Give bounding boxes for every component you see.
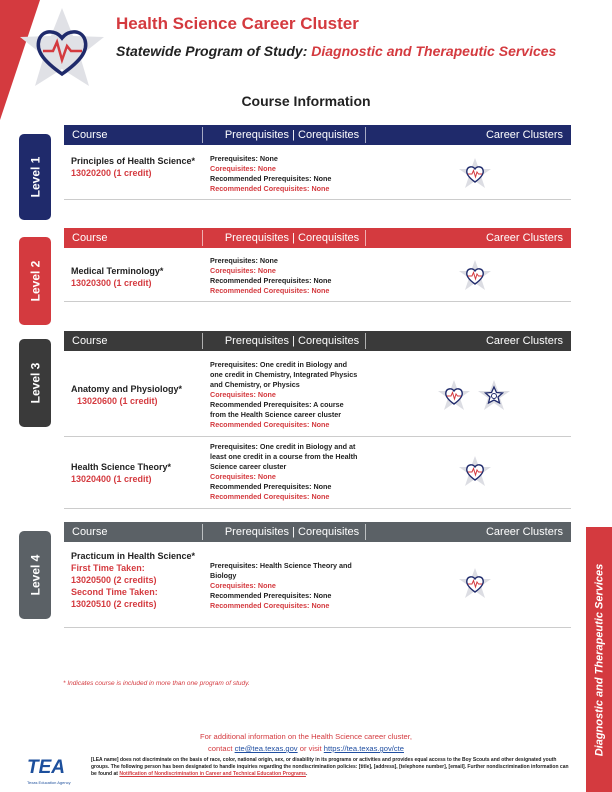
course-name	[71, 383, 196, 407]
course-row-medical-terminology	[64, 249, 571, 302]
health-science-star-icon	[437, 379, 471, 413]
header-career: Career Clusters	[485, 129, 563, 141]
tea-logo-subtext: Texas Education Agency	[27, 780, 71, 785]
subtitle-program: Diagnostic and Therapeutic Services	[311, 43, 557, 59]
health-science-star-icon	[458, 567, 492, 601]
footnote: * Indicates course is included in more than one program of study.	[63, 680, 250, 687]
level-2-tab	[19, 237, 51, 325]
header-course: Course	[72, 232, 108, 244]
health-science-star-icon	[458, 455, 492, 489]
coreq-text: Corequisites: None	[210, 164, 276, 173]
course-prereq	[210, 154, 360, 194]
subtitle-prefix: Statewide Program of Study:	[116, 43, 312, 59]
contact-email-link[interactable]: cte@tea.texas.gov	[234, 744, 298, 753]
contact-line-1: For additional information on the Health Science career cluster,	[200, 732, 412, 741]
course-code: 13020400 (1 credit)	[71, 474, 152, 484]
level-3-tab	[19, 339, 51, 427]
course-prereq	[210, 360, 360, 430]
tea-logo-text: TEA	[27, 757, 65, 778]
course-title: Health Science Theory*	[71, 462, 172, 472]
level-1-table-header	[64, 125, 571, 145]
header-prereq: Prerequisites | Corequisites	[224, 129, 360, 141]
course-name	[71, 265, 196, 289]
level-1-label: Level 1	[28, 156, 43, 198]
course-code: 13020600 (1 credit)	[77, 396, 158, 406]
rec-coreq-text: Recommended Corequisites: None	[210, 601, 330, 610]
header-course: Course	[72, 129, 108, 141]
side-program-label-text: Diagnostic and Therapeutic Services	[593, 563, 606, 756]
disclaimer-end: .	[305, 771, 308, 777]
header-course: Course	[72, 335, 108, 347]
course-name	[71, 461, 196, 485]
header-prereq: Prerequisites | Corequisites	[224, 232, 360, 244]
prereq-text: Prerequisites: None	[210, 154, 278, 163]
rec-coreq-text: Recommended Corequisites: None	[210, 492, 330, 501]
level-3-label: Level 3	[28, 362, 43, 404]
rec-coreq-text: Recommended Corequisites: None	[210, 420, 330, 429]
course-title: Principles of Health Science*	[71, 156, 196, 166]
course-prereq	[210, 442, 360, 502]
header-course: Course	[72, 526, 108, 538]
course-code-2: 13020510 (2 credits)	[71, 599, 157, 609]
side-program-label	[586, 527, 612, 792]
nondiscrimination-disclaimer	[91, 757, 571, 778]
course-row-health-science-theory	[64, 437, 571, 509]
course-row-principles	[64, 146, 571, 200]
course-code-label-2: Second Time Taken:	[71, 587, 158, 597]
prereq-text: Prerequisites: None	[210, 256, 278, 265]
health-star-logo-icon	[14, 6, 110, 92]
course-prereq	[210, 256, 360, 296]
course-code-label-1: First Time Taken:	[71, 563, 145, 573]
contact-prefix: contact	[208, 744, 235, 753]
header-career: Career Clusters	[485, 232, 563, 244]
course-row-practicum	[64, 543, 571, 628]
page-title: Health Science Career Cluster	[116, 14, 359, 33]
health-science-star-icon	[458, 259, 492, 293]
course-code: 13020200 (1 credit)	[71, 168, 152, 178]
rec-prereq-text: Recommended Prerequisites: None	[210, 482, 332, 491]
rec-prereq-text: Recommended Prerequisites: None	[210, 591, 332, 600]
level-4-tab	[19, 531, 51, 619]
rec-prereq-text: Recommended Prerequisites: None	[210, 276, 332, 285]
course-prereq	[210, 561, 360, 611]
rec-coreq-text: Recommended Corequisites: None	[210, 286, 330, 295]
level-3-table-header	[64, 331, 571, 351]
contact-url-link[interactable]: https://tea.texas.gov/cte	[323, 744, 404, 753]
rec-prereq-text: Recommended Prerequisites: None	[210, 174, 332, 183]
level-4-table-header	[64, 522, 571, 542]
prereq-text: Prerequisites: Health Science Theory and Biology	[210, 561, 352, 580]
rec-coreq-text: Recommended Corequisites: None	[210, 184, 330, 193]
header-prereq: Prerequisites | Corequisites	[224, 526, 360, 538]
prereq-text: Prerequisites: One credit in Biology and one credit in Chemistry, Integrated Physics and Chemistry, or Physics	[210, 360, 358, 389]
course-title: Anatomy and Physiology*	[71, 384, 183, 394]
coreq-text: Corequisites: None	[210, 390, 276, 399]
coreq-text: Corequisites: None	[210, 472, 276, 481]
header-career: Career Clusters	[485, 526, 563, 538]
level-2-table-header	[64, 228, 571, 248]
level-2-label: Level 2	[28, 260, 43, 302]
course-title: Practicum in Health Science*	[71, 551, 196, 561]
level-4-label: Level 4	[28, 554, 43, 596]
course-title: Medical Terminology*	[71, 266, 164, 276]
course-code-1: 13020500 (2 credits)	[71, 575, 157, 585]
health-science-star-icon	[458, 157, 492, 191]
contact-mid: or visit	[297, 744, 324, 753]
course-code: 13020300 (1 credit)	[71, 278, 152, 288]
law-public-safety-star-icon	[477, 379, 511, 413]
header-prereq: Prerequisites | Corequisites	[224, 335, 360, 347]
page-subtitle	[116, 43, 556, 59]
level-1-tab	[19, 134, 51, 220]
prereq-text: Prerequisites: One credit in Biology and at least one credit in a course from the Health Science career cluster	[210, 442, 358, 471]
coreq-text: Corequisites: None	[210, 581, 276, 590]
nondiscrimination-link[interactable]: Notification of Nondiscrimination in Career and Technical Education Programs	[119, 771, 306, 777]
course-name	[71, 155, 196, 179]
header-career: Career Clusters	[485, 335, 563, 347]
course-name	[71, 550, 196, 610]
contact-info	[0, 731, 612, 755]
tea-logo	[25, 757, 83, 787]
coreq-text: Corequisites: None	[210, 266, 276, 275]
rec-prereq-text: Recommended Prerequisites: A course from the Health Science career cluster	[210, 400, 344, 419]
section-title: Course Information	[241, 93, 371, 109]
disclaimer-text: [LEA name] does not discriminate on the basis of race, color, national origin, sex, or disability in its programs or activities and provides equal access to the Boy Scouts and other designated youth groups. The following person has been designated to handle inquiries regarding the nondiscrimination policies: [title], [address], [telephone number], [email]. Further nondiscrimination information can be found at	[91, 757, 569, 777]
